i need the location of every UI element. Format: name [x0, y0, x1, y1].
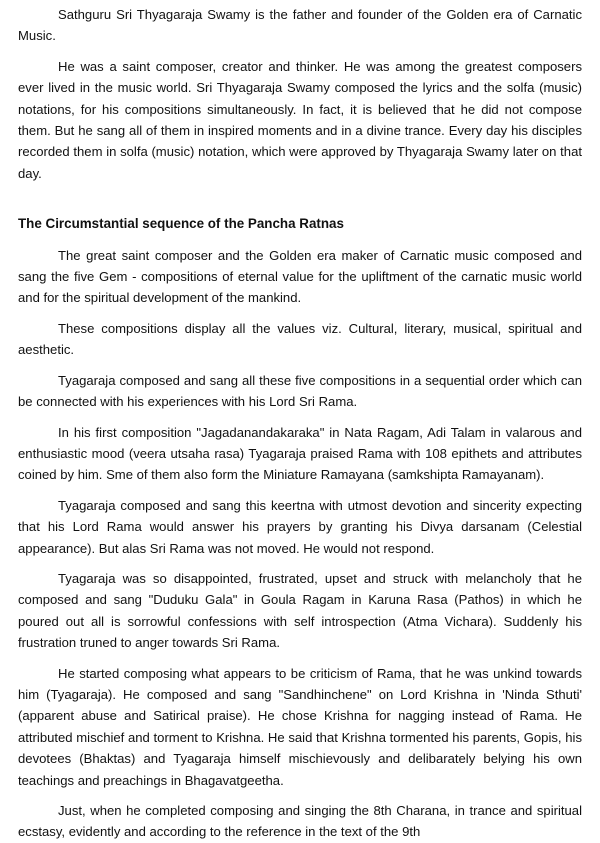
body-paragraph: Tyagaraja composed and sang this keertna with utmost devotion and sincerity expecting that his Lord Rama would answer his prayers by granting his Divya darsanam (Celestial appearance). But alas Sri Rama was not moved. He would not respond. [18, 497, 582, 556]
body-paragraph: In his first composition "Jagadanandakaraka" in Nata Ragam, Adi Talam in valarous and enthusiastic mood (veera utsaha rasa) Tyagaraja praised Rama with 108 epithets and attributes coined by him. Sme of them also form the Miniature Ramayana (samkshipta Ramayanam). [18, 424, 582, 483]
body-paragraph: These compositions display all the values viz. Cultural, literary, musical, spiritual and aesthetic. [18, 320, 582, 358]
body-paragraph: The great saint composer and the Golden era maker of Carnatic music composed and sang the five Gem - compositions of eternal value for the upliftment of the carnatic music world and for the spiritual development of the mankind. [18, 247, 582, 306]
intro-paragraph-2: He was a saint composer, creator and thinker. He was among the greatest composers ever lived in the music world. Sri Thyagaraja Swamy composed the lyrics and the solfa (music) notations, for his compositions simultaneously. In fact, it is believed that he did not compose them. But he sang all of them in inspired moments and in a divine trance. Every day his disciples recorded them in solfa (music) notation, which were approved by Thyagaraja Swamy later on that day. [18, 58, 582, 181]
intro-paragraph-1: Sathguru Sri Thyagaraja Swamy is the father and founder of the Golden era of Carnatic Music. [18, 7, 582, 44]
body-paragraph: Tyagaraja was so disappointed, frustrated, upset and struck with melancholy that he composed and sang "Duduku Gala" in Goula Ragam in Karuna Rasa (Pathos) in which he poured out all is sorrowful confessions with self introspection (Atma Vichara). Suddenly his frustration truned to anger towards Sri Rama. [18, 570, 582, 651]
section-spacer [18, 193, 582, 213]
section-heading: The Circumstantial sequence of the Pancha Ratnas [18, 216, 344, 232]
body-paragraph: Just, when he completed composing and singing the 8th Charana, in trance and spiritual ecstasy, evidently and according to the reference in the text of the 9th [18, 803, 582, 840]
body-paragraph: He started composing what appears to be criticism of Rama, that he was unkind towards him (Tyagaraja). He composed and sang "Sandhinchene" on Lord Krishna in 'Ninda Sthuti' (apparent abuse and Satirical praise). He chose Krishna for nagging instead of Rama. He attributed mischief and torment to Krishna. He said that Krishna tormented his parents, Gopis, his devotees (Bhaktas) and Tyagaraja himself mischievously and delibarately belying his own teachings and preachings in Bhagavatgeetha. [18, 665, 582, 788]
body-paragraph: Tyagaraja composed and sang all these five compositions in a sequential order which can be connected with his experiences with his Lord Sri Rama. [18, 372, 582, 410]
